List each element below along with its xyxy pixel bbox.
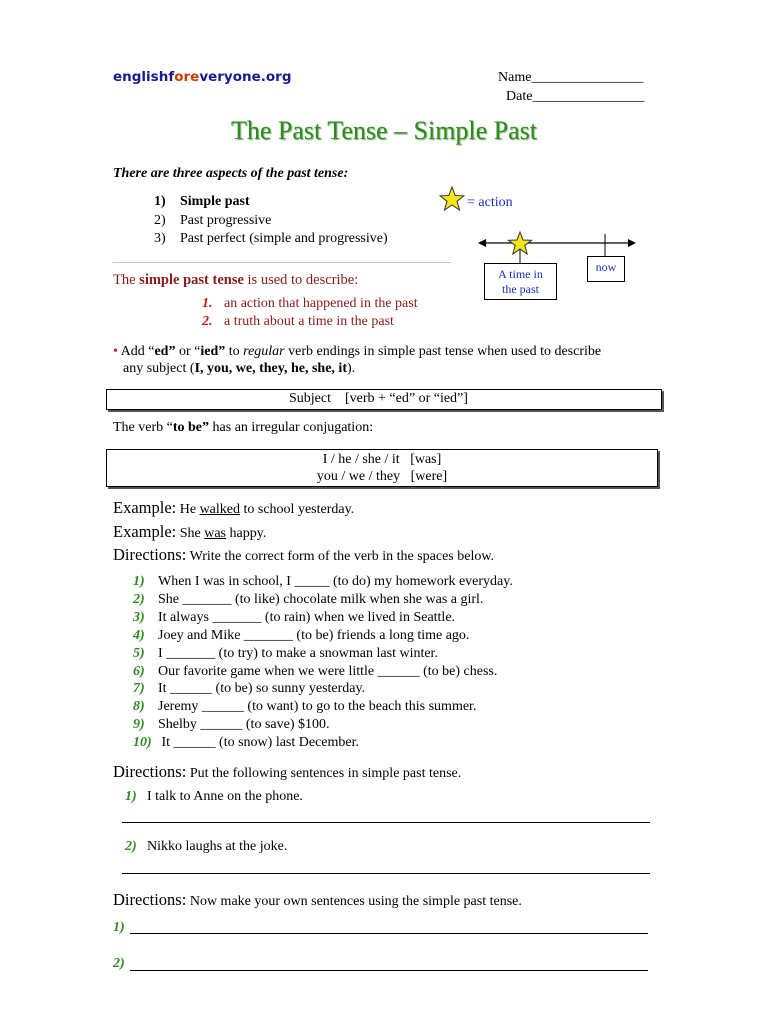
conjugation-box [106,449,658,487]
past-time-box [484,263,557,300]
question-number: 4) [133,628,145,643]
question-text: It ______ (to snow) last December. [158,735,360,750]
past-time-label: A time in [498,267,543,281]
question-number: 9) [133,717,145,732]
usage-text: is used to describe: [243,272,359,288]
directions-text: Put the following sentences in simple past tense. [186,766,462,781]
formula-text: Subject [verb + “ed” or “ied”] [289,391,468,406]
question-number: 6) [133,664,145,679]
rule-line [123,361,355,377]
example-label: Example: [113,522,177,541]
question-number: 7) [133,681,145,696]
question-text: It always _______ (to rain) when we lived in Seattle. [158,610,456,625]
question-text: She _______ (to like) chocolate milk when she was a girl. [158,592,484,607]
rewrite-number: 1) [125,789,137,804]
own-number: 2) [113,956,125,971]
question-text: When I was in school, I _____ (to do) my homework everyday. [158,574,513,589]
directions-line [113,545,494,565]
directions-text: Now make your own sentences using the simple past tense. [186,894,522,909]
date-field-label: Date________________ [506,89,645,104]
bullet-icon: • [113,344,118,359]
name-field-label: Name________________ [498,70,644,85]
tobe-text: has an irregular conjugation: [209,420,374,435]
tobe-text: The verb “ [113,420,173,435]
site-logo-part: englishf [113,69,175,85]
example-line [113,498,354,518]
aspect-text: Past perfect (simple and progressive) [180,231,388,246]
usage-item [202,296,418,312]
rule-ending: ed” [154,344,176,359]
question-number: 5) [133,646,145,661]
action-legend-label: = action [467,195,513,210]
usage-text: a truth about a time in the past [224,314,394,329]
own-number: 1) [113,920,125,935]
question-text: Our favorite game when we were little ______ (to be) chess. [158,664,498,679]
tobe-term: to be” [172,420,210,435]
past-time-label: the past [502,282,539,296]
aspect-item [154,231,388,247]
answer-line[interactable] [122,821,650,823]
aspect-number: 1) [154,194,166,209]
rule-text: ). [346,361,356,376]
rule-subjects: I, you, we, they, he, she, it [194,361,347,376]
usage-text: The [113,272,140,288]
question-item [133,574,513,590]
aspect-item [154,213,271,229]
example-label: Example: [113,498,177,517]
rewrite-item [125,839,287,855]
usage-number: 2. [202,314,213,329]
aspect-number: 3) [154,231,166,246]
intro-text: There are three aspects of the past tense: [113,166,349,181]
question-text: I _______ (to try) to make a snowman last winter. [158,646,438,661]
directions-line [113,762,461,782]
usage-heading [113,272,358,289]
directions-text: Write the correct form of the verb in the spaces below. [186,549,495,564]
answer-line[interactable] [122,872,650,874]
question-item [133,610,455,626]
rewrite-text: Nikko laughs at the joke. [147,839,288,854]
own-sentence-line[interactable] [130,969,648,971]
question-number: 8) [133,699,145,714]
usage-text: an action that happened in the past [224,296,418,311]
question-item [133,699,476,715]
rule-text: any subject ( [123,361,195,376]
question-item [133,681,365,697]
question-text: Jeremy ______ (to want) to go to the beach this summer. [158,699,477,714]
question-text: Joey and Mike _______ (to be) friends a long time ago. [158,628,470,643]
directions-label: Directions: [113,762,187,781]
rule-text: to [225,344,244,359]
question-text: Shelby ______ (to save) $100. [158,717,330,732]
aspect-number: 2) [154,213,166,228]
own-sentence-number [113,920,125,936]
question-number: 3) [133,610,145,625]
conjugation-row: I / he / she / it [was] [322,452,442,467]
directions-label: Directions: [113,545,187,564]
rule-emphasis: regular [243,344,285,359]
example-verb: was [204,526,227,541]
site-logo-accent: ore [174,69,200,85]
directions-label: Directions: [113,890,187,909]
question-number: 1) [133,574,145,589]
formula-box [106,389,662,410]
question-item [133,646,438,662]
question-item [133,628,469,644]
rule-text: Add “ [117,344,155,359]
example-line [113,522,266,542]
usage-item [202,314,394,330]
aspect-text: Past progressive [180,213,272,228]
question-number: 2) [133,592,145,607]
site-logo-part: veryone.org [199,69,292,85]
question-item [133,717,329,733]
question-number: 10) [133,735,152,750]
question-item [133,592,483,608]
own-sentence-number [113,956,125,972]
section-divider [113,262,451,263]
conjugation-row: you / we / they [were] [316,469,448,484]
example-verb: walked [199,502,240,517]
tobe-heading [113,420,373,436]
question-text: It ______ (to be) so sunny yesterday. [158,681,366,696]
rewrite-text: I talk to Anne on the phone. [147,789,303,804]
rewrite-number: 2) [125,839,137,854]
rule-text: verb endings in simple past tense when used to describe [284,344,602,359]
example-text: She [176,526,205,541]
rule-line [113,344,601,360]
question-item [133,664,497,680]
own-sentence-line[interactable] [130,932,648,934]
usage-number: 1. [202,296,213,311]
aspect-text: Simple past [180,194,250,209]
rule-text: or “ [175,344,201,359]
example-text: happy. [226,526,267,541]
page-title: The Past Tense – Simple Past [230,116,538,145]
rule-ending: ied” [200,344,226,359]
directions-line [113,890,522,910]
now-box: now [587,256,625,282]
site-logo [113,69,292,85]
rewrite-item [125,789,303,805]
example-text: He [176,502,200,517]
question-item [133,735,359,751]
star-icon [439,186,465,212]
example-text: to school yesterday. [240,502,355,517]
aspect-item [154,194,250,210]
usage-term: simple past tense [139,272,244,288]
